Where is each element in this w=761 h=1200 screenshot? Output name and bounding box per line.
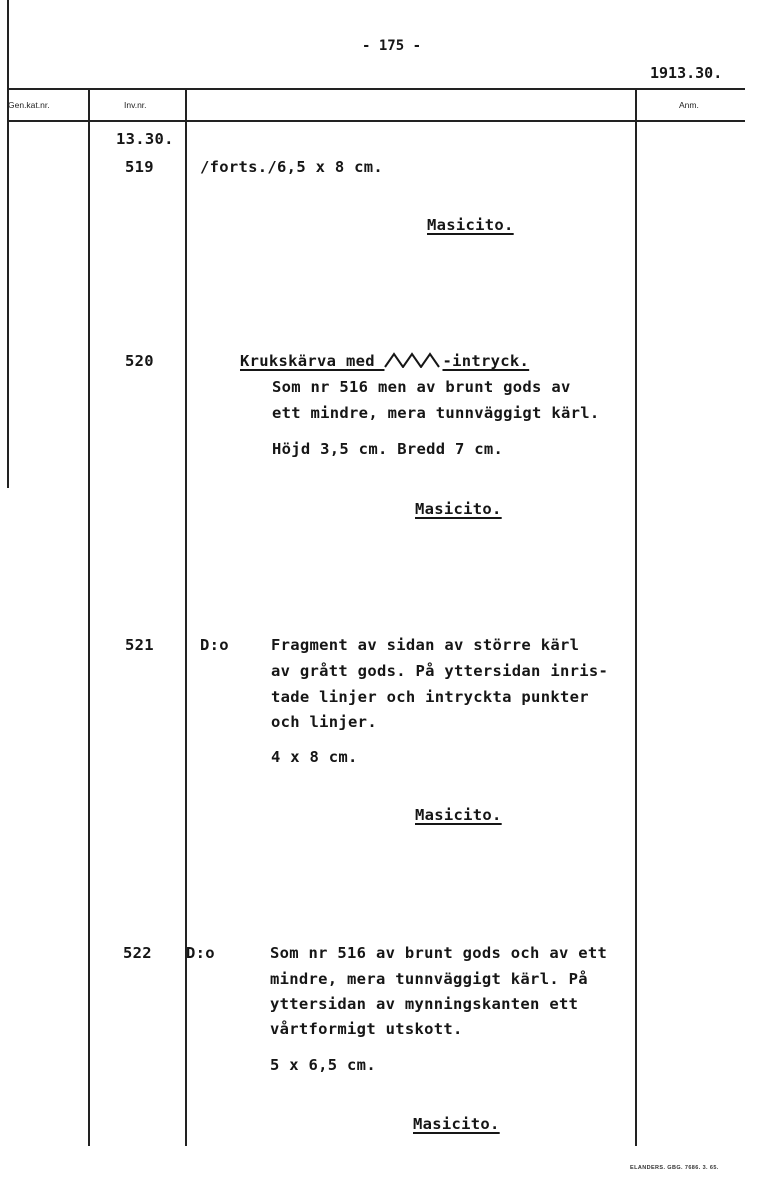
inv-column-rule bbox=[88, 88, 90, 1146]
inv-number-519: 519 bbox=[125, 158, 154, 176]
entry-521-ditto: D:o bbox=[200, 636, 229, 654]
entry-522-line-4: vårtformigt utskott. bbox=[270, 1020, 463, 1038]
entry-520-title-suffix: -intryck. bbox=[442, 352, 530, 370]
entry-520-title bbox=[240, 352, 529, 370]
entry-520-signature: Masicito. bbox=[415, 500, 502, 518]
header-bottom-rule bbox=[7, 120, 745, 122]
entry-522-line-3: yttersidan av mynningskanten ett bbox=[270, 995, 579, 1013]
entry-520-line-3: Höjd 3,5 cm. Bredd 7 cm. bbox=[272, 440, 504, 458]
entry-521-line-5: 4 x 8 cm. bbox=[271, 748, 358, 766]
entry-522-signature: Masicito. bbox=[413, 1115, 500, 1133]
entry-521-line-4: och linjer. bbox=[271, 713, 377, 731]
column-header-gen-kat-nr: Gen.kat.nr. bbox=[8, 100, 50, 110]
anm-column-rule bbox=[635, 88, 637, 1146]
entry-522-line-2: mindre, mera tunnväggigt kärl. På bbox=[270, 970, 588, 988]
inv-number-522: 522 bbox=[123, 944, 152, 962]
entry-521-signature: Masicito. bbox=[415, 806, 502, 824]
inv-number-520: 520 bbox=[125, 352, 154, 370]
inv-number-521: 521 bbox=[125, 636, 154, 654]
entry-522-ditto: D:o bbox=[186, 944, 215, 962]
column-header-inv-nr: Inv.nr. bbox=[124, 100, 147, 110]
group-code: 13.30. bbox=[116, 130, 174, 148]
entry-521-line-1: Fragment av sidan av större kärl bbox=[271, 636, 580, 654]
year-code: 1913.30. bbox=[650, 64, 723, 82]
entry-522-line-1: Som nr 516 av brunt gods och av ett bbox=[270, 944, 608, 962]
text-column-rule bbox=[185, 88, 187, 1146]
page-number: - 175 - bbox=[362, 38, 422, 54]
left-margin-rule bbox=[7, 0, 9, 488]
zigzag-pattern-icon bbox=[384, 352, 442, 368]
entry-521-line-3: tade linjer och intryckta punkter bbox=[271, 688, 589, 706]
printer-imprint: ELANDERS. GBG. 7686. 3. 65. bbox=[630, 1165, 719, 1171]
entry-519-line-1: /forts./6,5 x 8 cm. bbox=[200, 158, 384, 176]
entry-520-title-prefix: Krukskärva med bbox=[240, 352, 385, 370]
header-top-rule bbox=[7, 88, 745, 90]
entry-520-line-2: ett mindre, mera tunnväggigt kärl. bbox=[272, 404, 600, 422]
entry-522-line-5: 5 x 6,5 cm. bbox=[270, 1056, 376, 1074]
entry-521-line-2: av grått gods. På yttersidan inris- bbox=[271, 662, 609, 680]
entry-519-signature: Masicito. bbox=[427, 216, 514, 234]
entry-520-line-1: Som nr 516 men av brunt gods av bbox=[272, 378, 571, 396]
column-header-anm: Anm. bbox=[679, 100, 699, 110]
